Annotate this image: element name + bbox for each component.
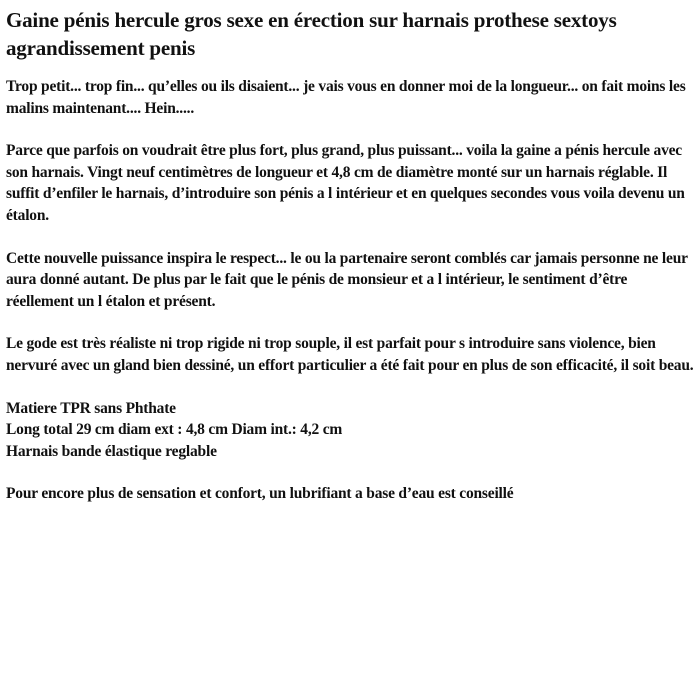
- specifications-list: [6, 398, 694, 463]
- page-title: Gaine pénis hercule gros sexe en érection sur harnais prothese sextoys agrandissement penis: [6, 8, 617, 60]
- spec-harness: Harnais bande élastique reglable: [6, 442, 217, 460]
- description-paragraph: Parce que parfois on voudrait être plus fort, plus grand, plus puissant... voila la gaine a pénis hercule avec son harnais. Vingt neuf centimètres de longueur et 4,8 cm de diamètre monté sur un harnais réglable. Il suffit d’enfiler le harnais, d’introduire son pénis a l intérieur et en quelques secondes vous voila devenu un étalon.: [6, 142, 685, 224]
- spec-dimensions: Long total 29 cm diam ext : 4,8 cm Diam int.: 4,2 cm: [6, 421, 343, 439]
- spec-material: Matiere TPR sans Phthate: [6, 399, 176, 417]
- closing-paragraph: Pour encore plus de sensation et confort, un lubrifiant a base d’eau est conseillé: [6, 485, 514, 503]
- description-paragraph: Le gode est très réaliste ni trop rigide ni trop souple, il est parfait pour s introduire sans violence, bien nervuré avec un gland bien dessiné, un effort particulier a été fait pour en plus de son efficacité, il soit beau.: [6, 335, 694, 374]
- intro-paragraph: Trop petit... trop fin... qu’elles ou ils disaient... je vais vous en donner moi de la longueur... on fait moins les malins maintenant.... Hein.....: [6, 78, 686, 117]
- description-paragraph: Cette nouvelle puissance inspira le respect... le ou la partenaire seront comblés car jamais personne ne leur aura donné autant. De plus par le fait que le pénis de monsieur et a l intérieur, le sentiment d’être réellement un l étalon et présent.: [6, 249, 688, 310]
